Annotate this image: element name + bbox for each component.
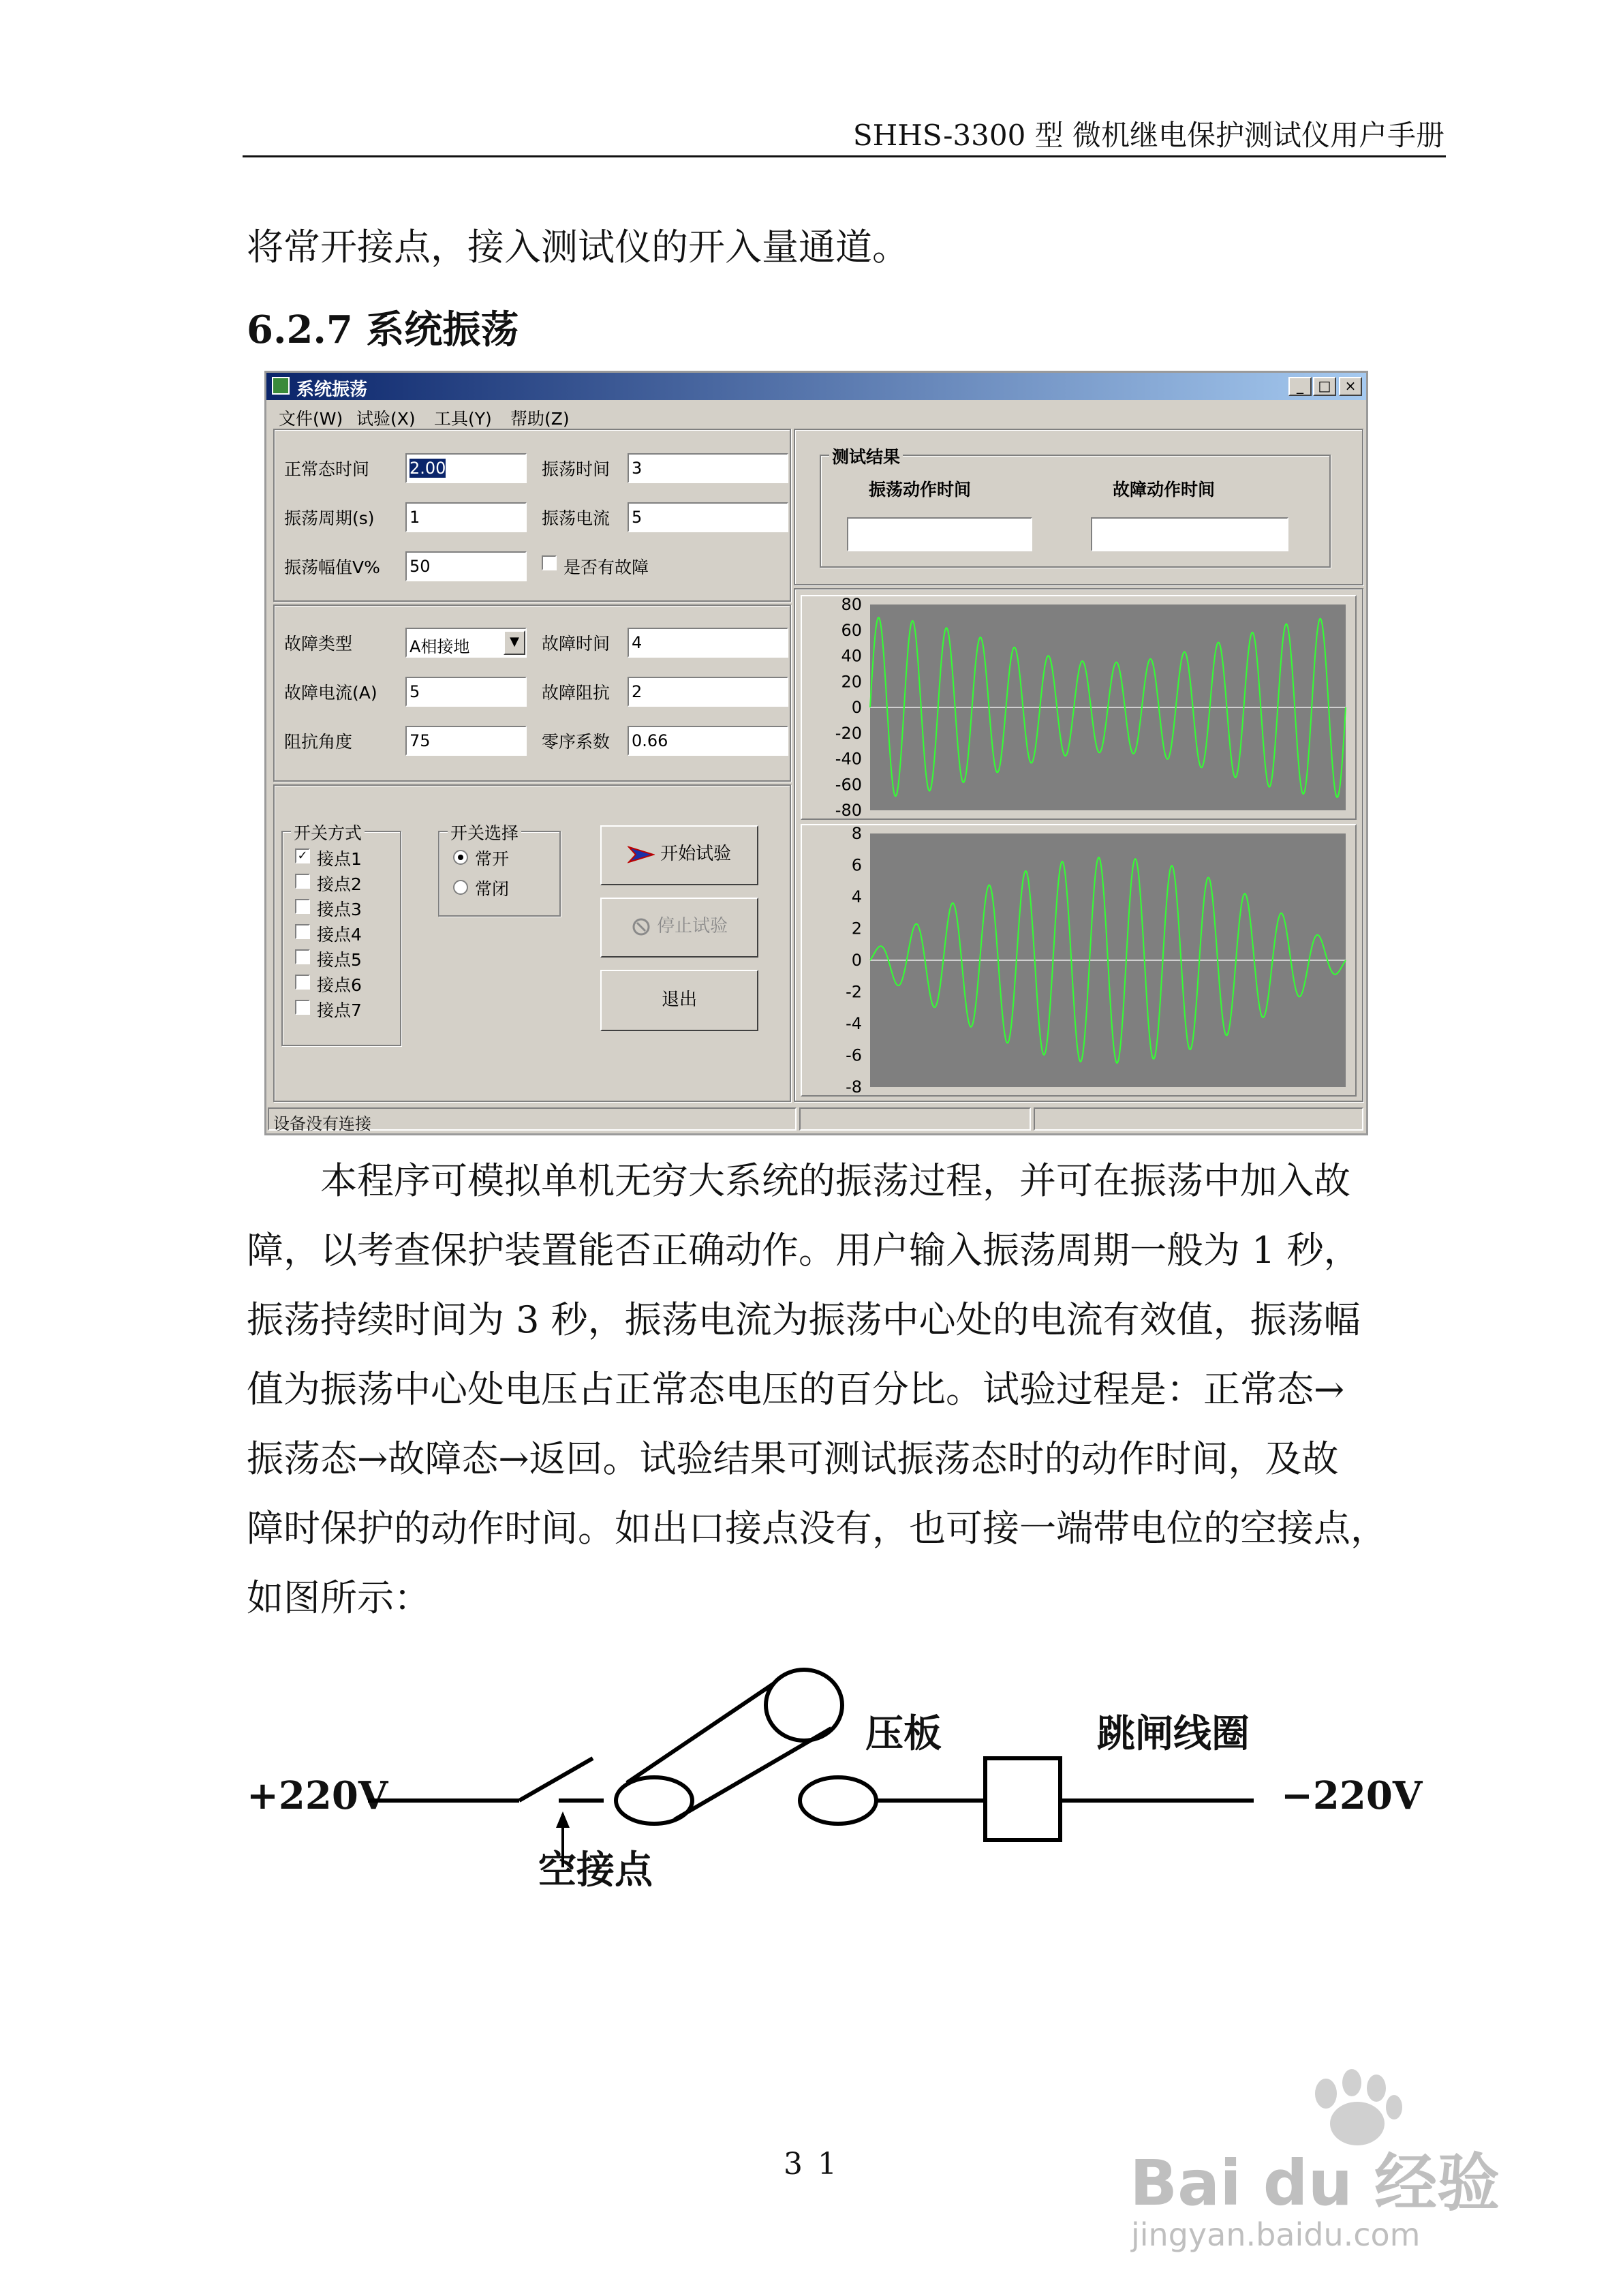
radio-normally-open-label: 常开 xyxy=(475,849,510,869)
watermark-brand: Bai du 经验 xyxy=(1130,2147,1500,2220)
arrow-up-icon xyxy=(556,1811,570,1828)
osc-time-input[interactable]: 3 xyxy=(628,453,788,483)
minimize-button[interactable]: _ xyxy=(1288,377,1312,396)
fault-enable-label: 是否有故障 xyxy=(563,557,649,577)
y-tick-label: 0 xyxy=(851,698,862,717)
dry-contact-blade xyxy=(519,1758,593,1801)
contact-checkbox-2[interactable] xyxy=(295,874,310,889)
body-line-3: 振荡持续时间为 3 秒，振荡电流为振荡中心处的电流有效值，振荡幅 xyxy=(247,1298,1361,1341)
contact-label-7: 接点7 xyxy=(317,1000,362,1020)
fault-action-time-output xyxy=(1091,517,1288,551)
menu-tools[interactable]: 工具(Y) xyxy=(434,409,492,429)
plate-right-terminal xyxy=(800,1777,876,1824)
fault-enable-checkbox[interactable] xyxy=(542,555,557,570)
contact-checkbox-1[interactable]: ✓ xyxy=(295,848,310,863)
circuit-diagram xyxy=(368,1649,1281,1867)
y-tick-label: 20 xyxy=(841,672,862,692)
fault-current-label: 故障电流(A) xyxy=(284,683,377,703)
y-tick-label: 8 xyxy=(851,825,862,843)
system-oscillation-window xyxy=(264,371,1368,1135)
osc-current-input[interactable]: 5 xyxy=(628,502,788,532)
plate-bar-upper xyxy=(627,1683,774,1783)
fault-action-time-label: 故障动作时间 xyxy=(1113,480,1216,500)
contact-label-6: 接点6 xyxy=(317,975,362,995)
switch-mode-title: 开关方式 xyxy=(291,820,365,844)
zero-seq-input[interactable]: 0.66 xyxy=(628,726,788,756)
maximize-button[interactable]: □ xyxy=(1313,377,1336,396)
exit-button[interactable]: 退出 xyxy=(600,970,758,1031)
fault-type-select[interactable]: A相接地 ▼ xyxy=(405,628,527,658)
plus-220v-label: +220V xyxy=(247,1773,388,1818)
plate-bar-lower xyxy=(675,1728,831,1820)
contact-label-5: 接点5 xyxy=(317,950,362,970)
fault-impedance-label: 故障阻抗 xyxy=(542,683,610,703)
contact-label-1: 接点1 xyxy=(317,849,362,869)
body-line-2: 障，以考查保护装置能否正确动作。用户输入振荡周期一般为 1 秒， xyxy=(247,1229,1361,1272)
y-tick-label: 0 xyxy=(851,951,862,970)
status-cell-2 xyxy=(799,1107,1031,1131)
watermark-url: jingyan.baidu.com xyxy=(1131,2216,1421,2253)
trip-coil-box xyxy=(985,1758,1060,1840)
menubar xyxy=(266,400,1366,427)
radio-normally-closed[interactable] xyxy=(453,880,468,895)
menu-test[interactable]: 试验(X) xyxy=(356,409,416,429)
y-tick-label: 2 xyxy=(851,919,862,938)
switch-select-title: 开关选择 xyxy=(448,820,521,844)
contact-checkbox-4[interactable] xyxy=(295,924,310,939)
osc-current-label: 振荡电流 xyxy=(542,508,610,528)
menu-help[interactable]: 帮助(Z) xyxy=(510,409,570,429)
osc-period-input[interactable]: 1 xyxy=(405,502,527,532)
minus-220v-label: −220V xyxy=(1281,1773,1423,1818)
intro-line: 将常开接点，接入测试仪的开入量通道。 xyxy=(247,226,909,269)
y-tick-label: 60 xyxy=(841,620,862,640)
normal-time-label: 正常态时间 xyxy=(284,459,370,479)
y-tick-label: 4 xyxy=(851,887,862,906)
fault-time-label: 故障时间 xyxy=(542,634,610,654)
body-line-5: 振荡态→故障态→返回。试验结果可测试振荡态时的动作时间，及故 xyxy=(247,1437,1339,1480)
running-header: SHHS-3300 型 微机继电保护测试仪用户手册 xyxy=(852,119,1444,152)
statusbar xyxy=(266,1105,1366,1133)
fault-time-input[interactable]: 4 xyxy=(628,628,788,658)
play-arrow-icon xyxy=(628,844,655,865)
stop-test-label: 停止试验 xyxy=(657,916,728,936)
body-line-7: 如图所示： xyxy=(247,1576,431,1619)
contact-label-4: 接点4 xyxy=(317,925,362,945)
normal-time-input[interactable]: 2.00 xyxy=(405,453,527,483)
osc-period-label: 振荡周期(s) xyxy=(284,508,375,528)
osc-action-time-output xyxy=(847,517,1032,551)
y-tick-label: 40 xyxy=(841,646,862,666)
y-tick-label: -8 xyxy=(846,1077,862,1095)
body-line-1: 本程序可模拟单机无穷大系统的振荡过程，并可在振荡中加入故 xyxy=(320,1159,1350,1202)
y-tick-label: -20 xyxy=(835,723,862,743)
contact-checkbox-6[interactable] xyxy=(295,975,310,990)
status-cell-3 xyxy=(1034,1107,1363,1131)
contact-label-2: 接点2 xyxy=(317,874,362,894)
y-tick-label: 80 xyxy=(841,596,862,614)
contact-checkbox-5[interactable] xyxy=(295,949,310,964)
window-titlebar xyxy=(266,373,1366,400)
chevron-down-icon[interactable]: ▼ xyxy=(504,630,525,655)
contact-checkbox-3[interactable] xyxy=(295,899,310,914)
y-tick-label: -60 xyxy=(835,775,862,795)
radio-normally-open[interactable] xyxy=(453,850,468,865)
radio-normally-closed-label: 常闭 xyxy=(475,879,510,899)
status-connection: 设备没有连接 xyxy=(268,1107,797,1131)
voltage-waveform-chart xyxy=(802,596,1355,818)
osc-time-label: 振荡时间 xyxy=(542,459,610,479)
baidu-watermark xyxy=(1124,2058,1574,2263)
results-title: 测试结果 xyxy=(829,444,903,468)
window-title: 系统振荡 xyxy=(296,380,368,400)
y-tick-label: -6 xyxy=(846,1045,862,1065)
contact-label-3: 接点3 xyxy=(317,900,362,919)
zero-seq-label: 零序系数 xyxy=(542,732,610,752)
y-tick-label: -2 xyxy=(846,982,862,1002)
trip-coil-label: 跳闸线圈 xyxy=(1097,1711,1250,1756)
contact-checkbox-7[interactable] xyxy=(295,1000,310,1015)
y-tick-label: 6 xyxy=(851,855,862,875)
close-button[interactable]: × xyxy=(1339,377,1362,396)
y-tick-label: -40 xyxy=(835,749,862,769)
current-waveform-chart xyxy=(802,825,1355,1095)
header-rule xyxy=(243,155,1446,157)
page-number: 31 xyxy=(784,2147,852,2182)
osc-action-time-label: 振荡动作时间 xyxy=(869,480,972,500)
fault-impedance-input[interactable]: 2 xyxy=(628,677,788,707)
impedance-angle-label: 阻抗角度 xyxy=(284,732,353,752)
fault-current-input[interactable]: 5 xyxy=(405,677,527,707)
stop-icon xyxy=(631,917,651,937)
pressure-plate-label: 压板 xyxy=(865,1711,942,1756)
fault-type-label: 故障类型 xyxy=(284,634,353,654)
y-tick-label: -4 xyxy=(846,1014,862,1033)
start-test-button[interactable] xyxy=(600,825,758,885)
body-line-4: 值为振荡中心处电压占正常态电压的百分比。试验过程是：正常态→ xyxy=(247,1368,1345,1411)
section-heading: 6.2.7 系统振荡 xyxy=(247,307,519,352)
app-icon xyxy=(272,377,290,395)
menu-file[interactable]: 文件(W) xyxy=(279,409,343,429)
impedance-angle-input[interactable]: 75 xyxy=(405,726,527,756)
osc-amplitude-label: 振荡幅值V% xyxy=(284,557,380,577)
body-line-6: 障时保护的动作时间。如出口接点没有，也可接一端带电位的空接点， xyxy=(247,1507,1387,1550)
start-test-label: 开始试验 xyxy=(660,844,732,864)
y-tick-label: -80 xyxy=(835,801,862,818)
osc-amplitude-input[interactable]: 50 xyxy=(405,551,527,581)
dry-contact-label: 空接点 xyxy=(538,1848,653,1893)
stop-test-button[interactable] xyxy=(600,898,758,958)
